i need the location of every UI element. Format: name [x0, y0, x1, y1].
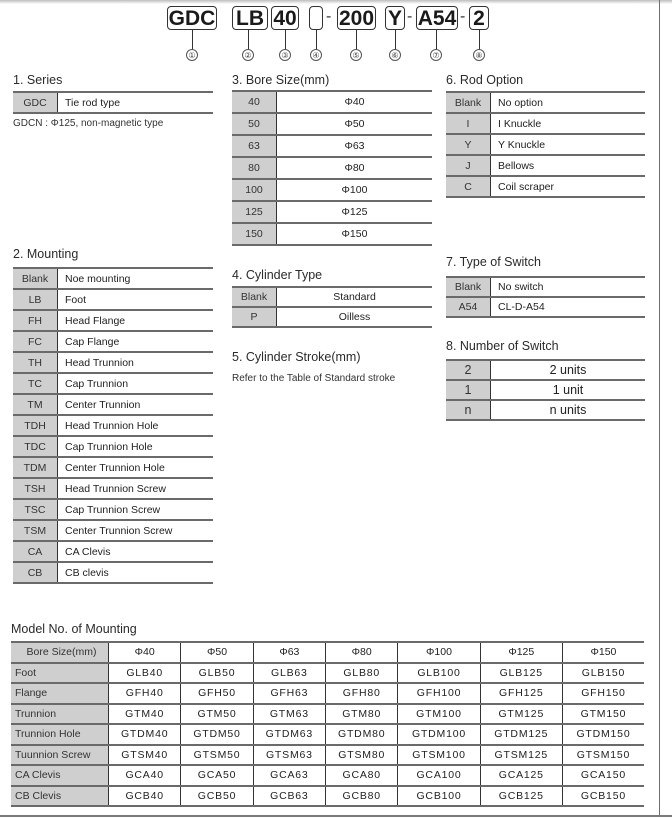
- code-index-7: ⑦: [430, 49, 442, 61]
- table-row: [232, 113, 432, 135]
- table-row: [13, 499, 213, 520]
- table-cell: GTM100: [398, 704, 480, 725]
- switch-number-title: 8. Number of Switch: [446, 339, 559, 353]
- code-index-6: ⑥: [389, 49, 401, 61]
- option-code: 40: [232, 91, 277, 113]
- option-code: TM: [13, 394, 58, 415]
- column-header: Φ150: [562, 642, 644, 663]
- option-desc: I Knuckle: [491, 113, 646, 134]
- table-cell: GTDM150: [562, 724, 644, 745]
- code-box-switch-number: 2: [469, 6, 489, 30]
- code-stem: [248, 30, 249, 51]
- code-stem: [356, 30, 357, 51]
- table-row: [13, 562, 213, 583]
- option-code: 150: [232, 223, 277, 245]
- table-cell: GLB150: [562, 663, 644, 684]
- option-code: TH: [13, 352, 58, 373]
- option-desc: Standard: [277, 287, 433, 307]
- table-cell: GTSM63: [253, 745, 325, 766]
- option-desc: Foot: [58, 289, 214, 310]
- option-code: Y: [446, 134, 491, 155]
- table-cell: GTM63: [253, 704, 325, 725]
- rod-option-table: [446, 91, 645, 198]
- table-row: [11, 724, 644, 745]
- table-cell: GFH150: [562, 683, 644, 704]
- table-row: [232, 179, 432, 201]
- option-code: P: [232, 307, 277, 327]
- table-cell: GCA40: [109, 765, 181, 786]
- option-desc: Center Trunnion Screw: [58, 520, 214, 541]
- table-row: [446, 155, 645, 176]
- table-row: [13, 457, 213, 478]
- code-stem: [192, 30, 193, 51]
- table-cell: GCA50: [181, 765, 253, 786]
- code-stem: [479, 30, 480, 51]
- mounting-title: 2. Mounting: [13, 247, 79, 261]
- row-label: Trunnion: [11, 704, 109, 725]
- option-desc: Φ150: [277, 223, 433, 245]
- page-bottom-border: [0, 815, 672, 817]
- code-separator: -: [407, 8, 413, 25]
- option-code: 1: [446, 380, 491, 400]
- switch-number-table: [446, 359, 645, 421]
- table-cell: GFH40: [109, 683, 181, 704]
- row-label: CB Clevis: [11, 786, 109, 807]
- column-header: Φ63: [253, 642, 325, 663]
- code-box-rod-option: Y: [385, 6, 405, 30]
- table-row: [11, 765, 644, 786]
- option-code: FC: [13, 331, 58, 352]
- option-desc: 1 unit: [491, 380, 646, 400]
- table-row: [13, 289, 213, 310]
- table-row: [232, 91, 432, 113]
- option-desc: Head Trunnion Screw: [58, 478, 214, 499]
- option-desc: Head Flange: [58, 310, 214, 331]
- table-row: [13, 352, 213, 373]
- code-box-series: GDC: [168, 7, 216, 30]
- table-cell: GTDM40: [109, 724, 181, 745]
- cylinder-type-title: 4. Cylinder Type: [232, 268, 323, 282]
- option-desc: Φ125: [277, 201, 433, 223]
- code-index-3: ③: [279, 49, 291, 61]
- option-code: 63: [232, 135, 277, 157]
- option-code: 80: [232, 157, 277, 179]
- option-code: 2: [446, 360, 491, 380]
- top-shade: [0, 0, 672, 4]
- option-code: TDC: [13, 436, 58, 457]
- code-stem: [316, 30, 317, 51]
- code-index-2: ②: [242, 49, 254, 61]
- code-box-cylinder-type: [309, 6, 323, 30]
- option-code: CB: [13, 562, 58, 583]
- table-cell: GTDM80: [326, 724, 398, 745]
- table-row: [13, 520, 213, 541]
- code-stem: [436, 30, 437, 51]
- table-cell: GCA125: [480, 765, 562, 786]
- row-label: Flange: [11, 683, 109, 704]
- column-header: Φ80: [326, 642, 398, 663]
- table-cell: GTDM50: [181, 724, 253, 745]
- option-code: TC: [13, 373, 58, 394]
- table-row: [11, 786, 644, 807]
- option-code: 125: [232, 201, 277, 223]
- option-desc: No option: [491, 92, 646, 113]
- option-desc: Y Knuckle: [491, 134, 646, 155]
- option-code: Blank: [13, 268, 58, 289]
- code-stem: [395, 30, 396, 51]
- option-desc: Bellows: [491, 155, 646, 176]
- column-header: Φ125: [480, 642, 562, 663]
- table-cell: GLB50: [181, 663, 253, 684]
- option-code: CA: [13, 541, 58, 562]
- table-row: [446, 277, 645, 297]
- table-cell: GTSM100: [398, 745, 480, 766]
- table-cell: GTM40: [109, 704, 181, 725]
- option-code: n: [446, 400, 491, 420]
- code-box-bore: 40: [271, 6, 299, 30]
- column-header: Φ50: [181, 642, 253, 663]
- option-desc: Φ63: [277, 135, 433, 157]
- table-cell: GTSM40: [109, 745, 181, 766]
- table-row: [13, 373, 213, 394]
- mounting-table: [13, 267, 213, 584]
- option-desc: n units: [491, 400, 646, 420]
- table-row: [13, 394, 213, 415]
- option-code: LB: [13, 289, 58, 310]
- code-index-8: ⑧: [473, 49, 485, 61]
- table-row: [13, 415, 213, 436]
- option-desc: Head Trunnion: [58, 352, 214, 373]
- bore-size-title: 3. Bore Size(mm): [232, 73, 330, 87]
- model-code-diagram: [0, 6, 672, 62]
- option-code: 50: [232, 113, 277, 135]
- table-row: [446, 360, 645, 380]
- option-code: TSM: [13, 520, 58, 541]
- table-row: [13, 436, 213, 457]
- table-cell: GCA63: [253, 765, 325, 786]
- option-desc: Noe mounting: [58, 268, 214, 289]
- table-cell: GFH80: [326, 683, 398, 704]
- table-cell: GCB150: [562, 786, 644, 807]
- option-code: TSC: [13, 499, 58, 520]
- code-stem: [285, 30, 286, 51]
- table-row: [446, 176, 645, 197]
- table-cell: GLB80: [326, 663, 398, 684]
- option-desc: No switch: [491, 277, 646, 297]
- table-row: [446, 380, 645, 400]
- table-cell: GTSM125: [480, 745, 562, 766]
- option-desc: Φ80: [277, 157, 433, 179]
- table-cell: GTSM50: [181, 745, 253, 766]
- table-cell: GCB80: [326, 786, 398, 807]
- code-box-stroke: 200: [338, 7, 375, 30]
- option-code: C: [446, 176, 491, 197]
- table-row: [446, 134, 645, 155]
- table-header-row: [11, 642, 644, 663]
- option-desc: Φ40: [277, 91, 433, 113]
- option-desc: Coil scraper: [491, 176, 646, 197]
- model-table-title: Model No. of Mounting: [11, 622, 137, 636]
- table-row: [13, 92, 213, 113]
- table-row: [13, 268, 213, 289]
- option-desc: Center Trunnion: [58, 394, 214, 415]
- table-row: [232, 135, 432, 157]
- table-row: [13, 331, 213, 352]
- table-cell: GCB50: [181, 786, 253, 807]
- series-table: [13, 91, 213, 114]
- table-row: [232, 201, 432, 223]
- cylinder-stroke-title: 5. Cylinder Stroke(mm): [232, 350, 361, 364]
- table-row: [11, 704, 644, 725]
- code-box-switch-type: A54: [417, 7, 457, 30]
- page-right-border: [659, 0, 660, 815]
- option-desc: Cap Trunnion Screw: [58, 499, 214, 520]
- table-row: [446, 113, 645, 134]
- option-desc: Φ50: [277, 113, 433, 135]
- table-cell: GTDM63: [253, 724, 325, 745]
- table-cell: GLB125: [480, 663, 562, 684]
- table-row: [11, 683, 644, 704]
- table-cell: GTDM100: [398, 724, 480, 745]
- table-row: [232, 287, 432, 307]
- option-desc: Cap Trunnion: [58, 373, 214, 394]
- table-cell: GCA150: [562, 765, 644, 786]
- code-separator: -: [460, 8, 466, 25]
- option-code: Blank: [232, 287, 277, 307]
- table-cell: GFH50: [181, 683, 253, 704]
- table-cell: GTM150: [562, 704, 644, 725]
- table-cell: GCA80: [326, 765, 398, 786]
- code-separator: -: [326, 8, 332, 25]
- option-desc: 2 units: [491, 360, 646, 380]
- option-code: I: [446, 113, 491, 134]
- option-desc: Cap Flange: [58, 331, 214, 352]
- option-desc: Oilless: [277, 307, 433, 327]
- row-label: CA Clevis: [11, 765, 109, 786]
- series-note: GDCN : Φ125, non-magnetic type: [13, 118, 164, 129]
- option-code: FH: [13, 310, 58, 331]
- table-cell: GLB100: [398, 663, 480, 684]
- table-row: [13, 310, 213, 331]
- switch-type-title: 7. Type of Switch: [446, 255, 541, 269]
- table-cell: GCA100: [398, 765, 480, 786]
- table-cell: GCB100: [398, 786, 480, 807]
- table-row: [13, 541, 213, 562]
- table-cell: GCB40: [109, 786, 181, 807]
- option-code: Blank: [446, 92, 491, 113]
- table-row: [13, 478, 213, 499]
- option-desc: Cap Trunnion Hole: [58, 436, 214, 457]
- table-row: [232, 307, 432, 327]
- model-no-table: [11, 641, 644, 807]
- option-code: J: [446, 155, 491, 176]
- option-code: 100: [232, 179, 277, 201]
- table-row: [232, 223, 432, 245]
- table-cell: GTM80: [326, 704, 398, 725]
- option-code: Blank: [446, 277, 491, 297]
- option-desc: Center Trunnion Hole: [58, 457, 214, 478]
- table-cell: GTDM125: [480, 724, 562, 745]
- cylinder-type-table: [232, 286, 432, 328]
- table-row: [446, 297, 645, 317]
- row-label: Foot: [11, 663, 109, 684]
- option-desc: Φ100: [277, 179, 433, 201]
- series-title: 1. Series: [13, 73, 63, 87]
- option-desc: Head Trunnion Hole: [58, 415, 214, 436]
- row-label: Trunnion Hole: [11, 724, 109, 745]
- code-index-4: ④: [310, 49, 322, 61]
- column-header: Φ100: [398, 642, 480, 663]
- option-desc: CL-D-A54: [491, 297, 646, 317]
- switch-type-table: [446, 276, 645, 318]
- table-cell: GLB63: [253, 663, 325, 684]
- option-code: GDC: [13, 92, 58, 113]
- option-code: TSH: [13, 478, 58, 499]
- table-cell: GFH100: [398, 683, 480, 704]
- option-desc: CB clevis: [58, 562, 214, 583]
- table-row: [11, 663, 644, 684]
- option-code: TDH: [13, 415, 58, 436]
- table-row: [232, 157, 432, 179]
- table-cell: GLB40: [109, 663, 181, 684]
- rod-option-title: 6. Rod Option: [446, 73, 524, 87]
- option-code: A54: [446, 297, 491, 317]
- table-cell: GTM50: [181, 704, 253, 725]
- column-header: Φ40: [109, 642, 181, 663]
- row-label: Tuunnion Screw: [11, 745, 109, 766]
- table-row: [446, 400, 645, 420]
- table-cell: GTM125: [480, 704, 562, 725]
- option-code: TDM: [13, 457, 58, 478]
- table-row: [11, 745, 644, 766]
- cylinder-stroke-note: Refer to the Table of Standard stroke: [232, 373, 396, 384]
- code-index-5: ⑤: [350, 49, 362, 61]
- table-row: [446, 92, 645, 113]
- code-index-1: ①: [186, 49, 198, 61]
- table-cell: GTSM80: [326, 745, 398, 766]
- table-cell: GCB125: [480, 786, 562, 807]
- table-cell: GFH63: [253, 683, 325, 704]
- bore-size-table: [232, 90, 432, 246]
- table-cell: GCB63: [253, 786, 325, 807]
- code-box-mounting: LB: [232, 6, 268, 30]
- table-cell: GFH125: [480, 683, 562, 704]
- option-desc: Tie rod type: [58, 92, 214, 113]
- header-label: Bore Size(mm): [11, 642, 109, 663]
- table-cell: GTSM150: [562, 745, 644, 766]
- option-desc: CA Clevis: [58, 541, 214, 562]
